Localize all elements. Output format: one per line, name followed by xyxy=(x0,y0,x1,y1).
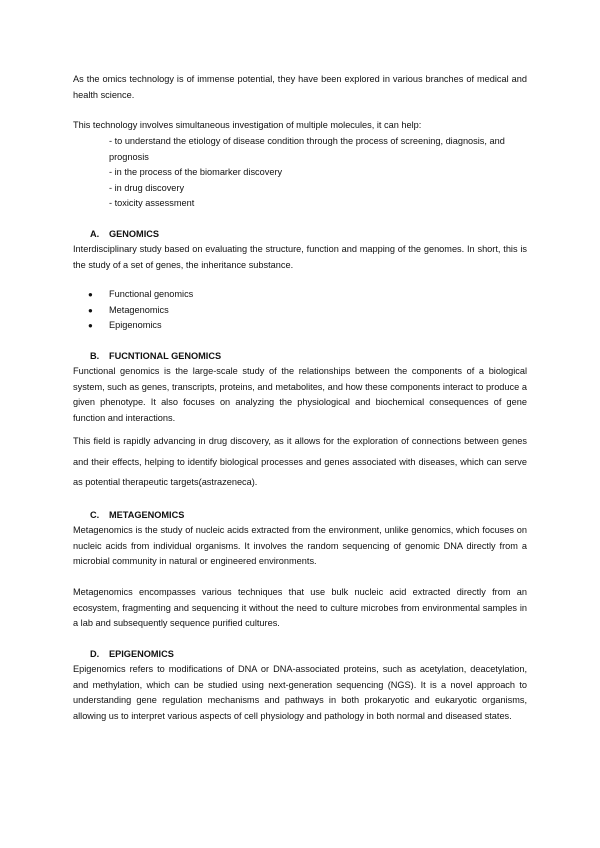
section-title: FUCNTIONAL GENOMICS xyxy=(109,351,222,361)
bullet-icon: ● xyxy=(88,290,93,299)
section-title: GENOMICS xyxy=(109,229,160,239)
intro-list-item-1: - to understand the etiology of disease condition through the process of screening, diagnosis, and prognosis xyxy=(109,136,505,162)
list-item: ● Metagenomics xyxy=(88,303,169,318)
functional-genomics-paragraph-2: This field is rapidly advancing in drug discovery, as it allows for the exploration of connections between genes and their effects, helping to identify biological processes and genes associated with diseases, which can serve as potential therapeutic targets(astrazeneca). xyxy=(73,436,527,487)
section-letter: A. xyxy=(90,229,100,239)
intro-list-item-2: - in the process of the biomarker discovery xyxy=(109,167,283,177)
intro-paragraph-1: As the omics technology is of immense potential, they have been explored in various branches of medical and health science. xyxy=(73,74,527,100)
section-title: EPIGENOMICS xyxy=(109,649,174,659)
intro-list-item-4: - toxicity assessment xyxy=(109,198,195,208)
section-heading-genomics xyxy=(90,227,159,241)
section-heading-epigenomics xyxy=(90,647,174,661)
intro-list-item-3: - in drug discovery xyxy=(109,183,185,193)
section-letter: B. xyxy=(90,351,100,361)
bullet-icon: ● xyxy=(88,306,93,315)
genomics-paragraph: Interdisciplinary study based on evaluating the structure, function and mapping of the genomes. In short, this is the study of a set of genes, the inheritance substance. xyxy=(73,244,527,270)
section-heading-metagenomics xyxy=(90,508,184,522)
intro-paragraph-2: This technology involves simultaneous investigation of multiple molecules, it can help: xyxy=(73,120,422,130)
section-letter: C. xyxy=(90,510,100,520)
list-item: ● Functional genomics xyxy=(88,287,193,302)
bullet-icon: ● xyxy=(88,321,93,330)
metagenomics-paragraph-1: Metagenomics is the study of nucleic acids extracted from the environment, unlike genomics, which focuses on nucleic acids from individual organisms. It involves the random sequencing of genomic DNA directly from a microbial community in natural or engineered environments. xyxy=(73,525,527,566)
metagenomics-paragraph-2: Metagenomics encompasses various techniques that use bulk nucleic acid extracted directly from an ecosystem, fragmenting and sequencing it without the need to culture microbes from environmental samples in a lab and subsequently sequence purified cultures. xyxy=(73,587,527,628)
section-letter: D. xyxy=(90,649,100,659)
list-item: ● Epigenomics xyxy=(88,318,162,333)
epigenomics-paragraph: Epigenomics refers to modifications of DNA or DNA-associated proteins, such as acetylation, deacetylation, and methylation, which can be studied using next-generation sequencing (NGS). It is a novel approach to understanding gene regulation mechanisms and pathways in both prokaryotic and eukaryotic organisms, allowing us to interpret various aspects of cell physiology and pathology in both normal and diseased states. xyxy=(73,664,527,721)
functional-genomics-paragraph-1: Functional genomics is the large-scale study of the relationships between the components of a biological system, such as genes, transcripts, proteins, and metabolites, and how these components interact to produce a given phenotype. It also focuses on analyzing the physiological and biochemical consequences of gene function and interactions. xyxy=(73,366,527,423)
section-title: METAGENOMICS xyxy=(109,510,185,520)
section-heading-functional-genomics xyxy=(90,349,221,363)
